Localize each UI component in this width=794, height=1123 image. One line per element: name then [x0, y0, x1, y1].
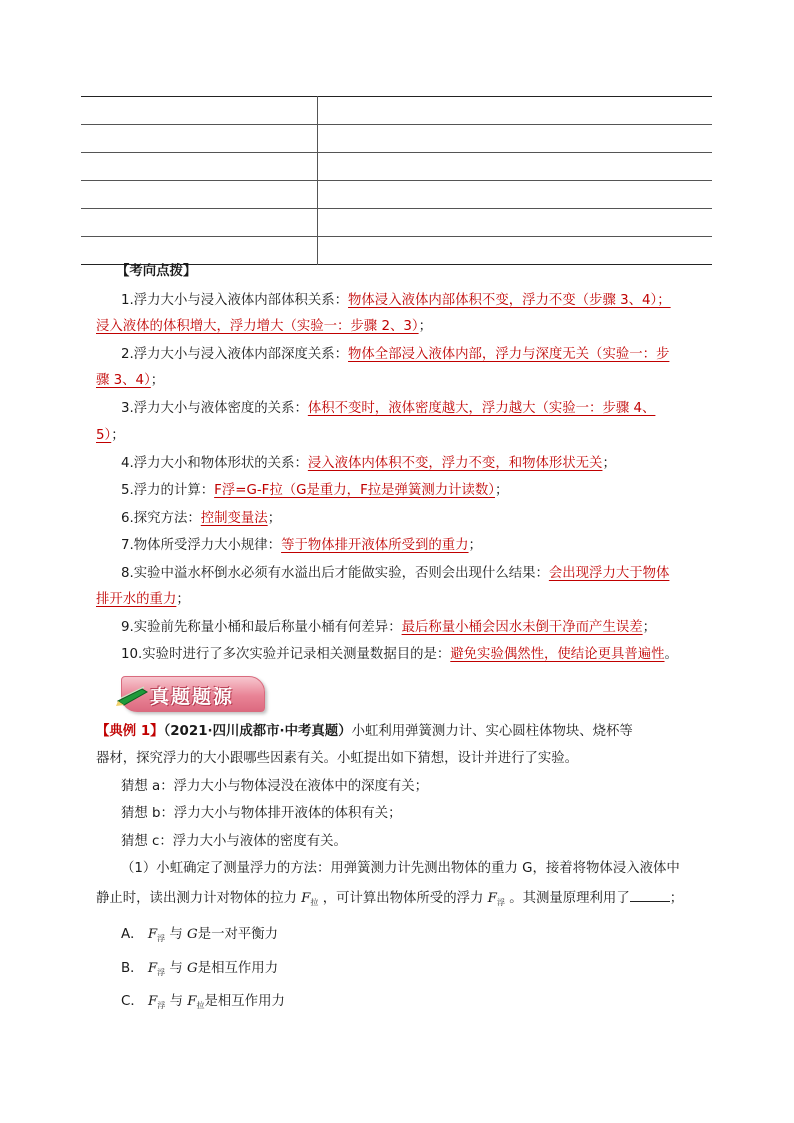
guess-a: 猜想 a：浮力大小与物体浸没在液体中的深度有关； — [121, 779, 429, 794]
tips-heading: 【考向点拨】 — [116, 264, 197, 279]
table-cell — [81, 209, 318, 237]
tip-item-7: 7.物体所受浮力大小规律：等于物体排开液体所受到的重力； — [121, 538, 482, 553]
blank-table — [81, 96, 712, 265]
table-cell — [81, 97, 318, 125]
question-1-line-1: （1）小虹确定了测量浮力的方法：用弹簧测力计先测出物体的重力 G，接着将物体浸入液体中 — [121, 861, 680, 876]
tip-item-1: 1.浮力大小与浸入液体内部体积关系：物体浸入液体内部体积不变，浮力不变（步骤 3、4）； — [121, 293, 671, 308]
tip-item-3: 3.浮力大小与液体密度的关系：体积不变时，液体密度越大，浮力越大（实验一：步骤 4、 — [121, 401, 656, 416]
tip-item-6: 6.探究方法：控制变量法； — [121, 511, 282, 526]
guess-c: 猜想 c：浮力大小与液体的密度有关。 — [121, 834, 347, 849]
tip-item-3-cont: 5）； — [96, 428, 125, 443]
answer-blank[interactable] — [630, 887, 670, 902]
pen-icon — [116, 685, 150, 707]
tip-item-1-cont: 浸入液体的体积增大，浮力增大（实验一：步骤 2、3）； — [96, 319, 432, 334]
table-cell — [81, 181, 318, 209]
table-cell — [318, 125, 713, 153]
section-badge — [121, 676, 265, 712]
table-cell — [318, 153, 713, 181]
tip-item-4: 4.浮力大小和物体形状的关系：浸入液体内体积不变，浮力不变，和物体形状无关； — [121, 456, 616, 471]
table-cell — [318, 97, 713, 125]
tip-item-9: 9.实验前先称量小桶和最后称量小桶有何差异：最后称量小桶会因水未倒干净而产生误差； — [121, 620, 657, 635]
tip-item-2-cont: 骤 3、4）； — [96, 373, 165, 388]
option-b: B． $F_浮$ 与 G是相互作用力 — [121, 961, 279, 977]
tip-item-5: 5.浮力的计算：F浮=G-F拉（G是重力，F拉是弹簧测力计读数）； — [121, 483, 509, 498]
example-line-2: 器材，探究浮力的大小跟哪些因素有关。小虹提出如下猜想，设计并进行了实验。 — [96, 751, 579, 766]
tip-item-8: 8.实验中溢水杯倒水必须有水溢出后才能做实验，否则会出现什么结果：会出现浮力大于物体 — [121, 566, 670, 581]
tip-item-10: 10.实验时进行了多次实验并记录相关测量数据目的是：避免实验偶然性，使结论更具普遍性。 — [121, 647, 678, 662]
table-cell — [81, 125, 318, 153]
guess-b: 猜想 b：浮力大小与物体排开液体的体积有关； — [121, 806, 402, 821]
table-cell — [81, 153, 318, 181]
question-1-line-2: 静止时，读出测力计对物体的拉力 $F_拉$ ，可计算出物体所受的浮力 $F_浮$ 。其测量原理利用了 ； — [96, 886, 706, 916]
option-c: C． $F_浮$ 与 $F_拉$是相互作用力 — [121, 994, 285, 1010]
table-cell — [318, 181, 713, 209]
example-line-1: 【典例 1】（2021·四川成都市·中考真题）小虹利用弹簧测力计、实心圆柱体物块、烧杯等 — [96, 724, 633, 739]
tip-item-8-cont: 排开水的重力； — [96, 592, 190, 607]
tip-item-2: 2.浮力大小与浸入液体内部深度关系：物体全部浸入液体内部，浮力与深度无关（实验一：步 — [121, 347, 670, 362]
option-a: A． $F_浮$ 与 G是一对平衡力 — [121, 927, 279, 943]
table-cell — [318, 209, 713, 237]
section-badge-label: 真题题源 — [150, 686, 235, 708]
